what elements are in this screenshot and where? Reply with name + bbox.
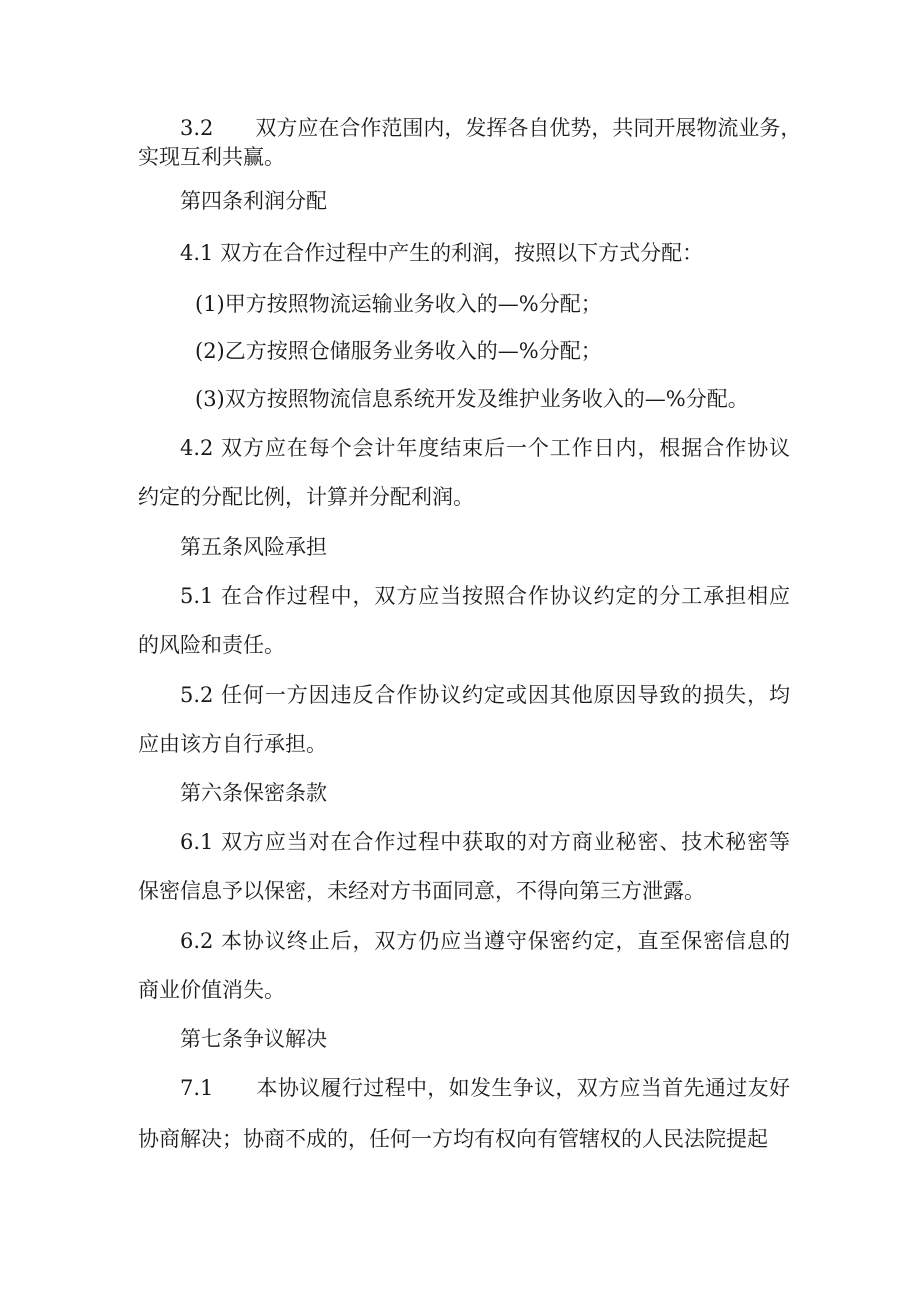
clause-5-2-line-2: 应由该方自行承担。 xyxy=(138,732,327,756)
clause-5-1-line-1: 5.1 在合作过程中，双方应当按照合作协议约定的分工承担相应 xyxy=(180,584,790,608)
clause-6-2-line-1: 6.2 本协议终止后，双方仍应当遵守保密约定，直至保密信息的 xyxy=(180,929,790,953)
article-4-heading: 第四条利润分配 xyxy=(180,189,327,213)
article-6-heading: 第六条保密条款 xyxy=(180,781,327,805)
clause-6-2-line-2: 商业价值消失。 xyxy=(138,978,285,1002)
clause-6-1-line-2: 保密信息予以保密，未经对方书面同意，不得向第三方泄露。 xyxy=(138,879,705,903)
clause-3-2-line-2: 实现互利共赢。 xyxy=(138,145,285,169)
clause-5-1-line-2: 的风险和责任。 xyxy=(138,633,285,657)
clause-4-1-line-1: 4.1 双方在合作过程中产生的利润，按照以下方式分配： xyxy=(180,241,704,265)
clause-4-2-line-2: 约定的分配比例，计算并分配利润。 xyxy=(138,485,474,509)
clause-4-2-line-1: 4.2 双方应在每个会计年度结束后一个工作日内，根据合作协议 xyxy=(180,436,790,460)
clause-4-1-item-1: (1)甲方按照物流运输业务收入的—%分配； xyxy=(195,292,602,316)
clause-3-2-line-1: 3.2 双方应在合作范围内，发挥各自优势，共同开展物流业务， xyxy=(180,116,802,140)
clause-4-1-item-2: (2)乙方按照仓储服务业务收入的—%分配； xyxy=(195,339,602,363)
clause-4-1-item-3: (3)双方按照物流信息系统开发及维护业务收入的—%分配。 xyxy=(195,387,749,411)
clause-6-1-line-1: 6.1 双方应当对在合作过程中获取的对方商业秘密、技术秘密等 xyxy=(180,830,790,854)
clause-7-1-line-1: 7.1 本协议履行过程中，如发生争议，双方应当首先通过友好 xyxy=(180,1076,790,1100)
clause-5-2-line-1: 5.2 任何一方因违反合作协议约定或因其他原因导致的损失，均 xyxy=(180,683,790,707)
article-5-heading: 第五条风险承担 xyxy=(180,535,327,559)
clause-7-1-line-2: 协商解决；协商不成的，任何一方均有权向有管辖权的人民法院提起 xyxy=(138,1127,768,1151)
article-7-heading: 第七条争议解决 xyxy=(180,1027,327,1051)
